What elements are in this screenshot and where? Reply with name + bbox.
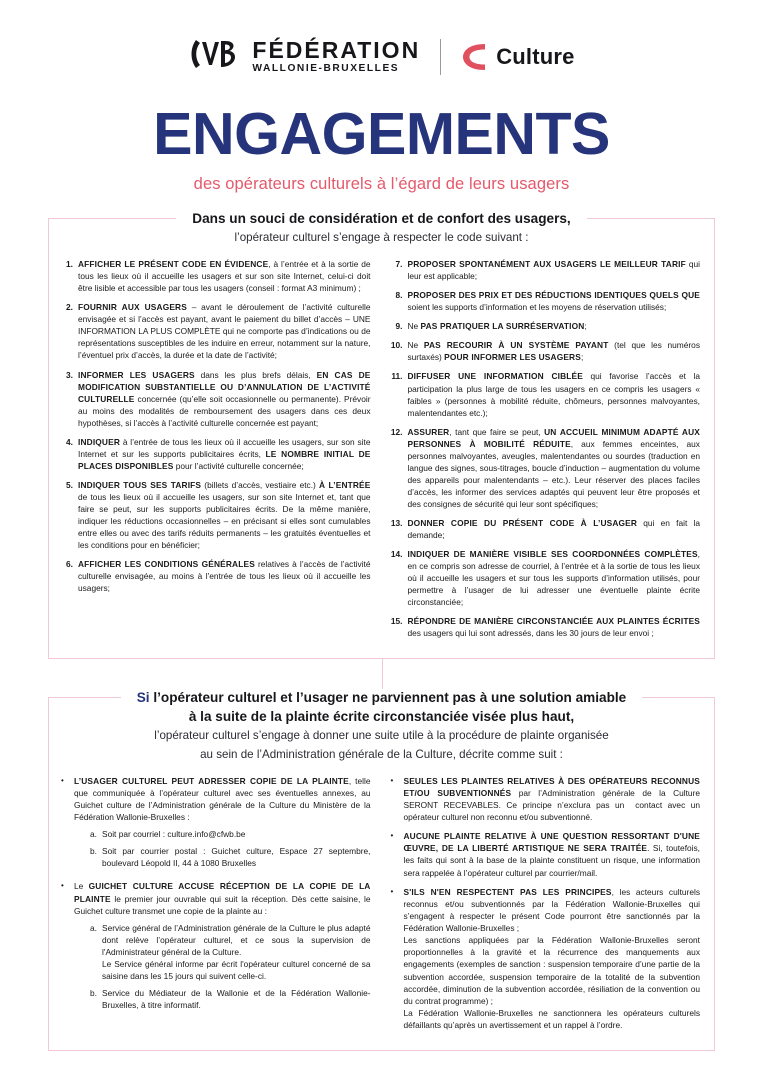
section-procedure bbox=[48, 690, 715, 1051]
engagement-text: Ne PAS PRATIQUER LA SURRÉSERVATION; bbox=[407, 321, 587, 332]
engagement-item bbox=[391, 320, 701, 332]
engagement-item bbox=[61, 436, 371, 472]
brand-header bbox=[0, 0, 763, 79]
engagements-list-right bbox=[391, 258, 701, 639]
engagement-text: INDIQUER à l’entrée de tous les lieux où il accueille les usagers, sur son site Internet et sur les supports publicitaires écrits, LE NOMBRE INITIAL DE PLACES DISPONIBLES pour l’activité culturelle concernée; bbox=[78, 436, 371, 471]
subitem-text: Service du Médiateur de la Wallonie et de la Fédération Wallonie-Bruxelles, à titre informatif. bbox=[102, 987, 371, 1010]
procedure-item bbox=[61, 775, 371, 874]
section-1-frame bbox=[48, 211, 715, 659]
section-1-heading bbox=[49, 210, 714, 247]
subitem-text: Service général de l’Administration générale de la Culture le plus adapté dont relève l’opérateur culturel, et ce sous la supervision de l'Administrateur général de la Culture. Le Service général informe par écrit l'opérateur culturel concerné de sa saisine dans les 15 jours qui suivent celle-ci. bbox=[102, 922, 371, 982]
engagement-item bbox=[391, 426, 701, 510]
procedure-item bbox=[61, 880, 371, 1015]
engagements-list-left bbox=[61, 258, 371, 594]
bullet-icon: • bbox=[61, 881, 64, 891]
engagement-number: 14. bbox=[390, 549, 403, 560]
engagement-text: FOURNIR AUX USAGERS – avant le déroulement de l’activité culturelle envisagée et si l’accès est payant, avant le paiement du billet d’accès – UNE INFORMATION LA PLUS COMPLÈTE qui ne comporte pas d’indications ou de représentations susceptibles de les induire en erreur, notamment sur la nature, l’éventuel prix d’accès, la durée et la date de l’activité; bbox=[78, 302, 371, 361]
procedure-list-right bbox=[391, 775, 701, 1032]
subitem-label: a. bbox=[90, 829, 97, 840]
section-2-heading-line-1 bbox=[137, 689, 627, 707]
procedure-subitem bbox=[90, 922, 371, 982]
section-2-heading-sub-2: au sein de l’Administration générale de la Culture, décrite comme suit : bbox=[200, 747, 563, 761]
procedure-subitem bbox=[90, 987, 371, 1011]
engagement-number: 7. bbox=[395, 259, 403, 270]
engagement-number: 11. bbox=[391, 371, 403, 382]
engagement-item bbox=[61, 301, 371, 361]
culture-lockup bbox=[461, 39, 574, 75]
engagement-item bbox=[61, 369, 371, 429]
section-1-heading-sub: l’opérateur culturel s’engage à respecter le code suivant : bbox=[234, 231, 529, 245]
engagement-number: 2. bbox=[66, 302, 73, 313]
procedure-subitem bbox=[90, 828, 371, 840]
procedure-list-left bbox=[61, 775, 371, 1016]
engagement-text: INDIQUER TOUS SES TARIFS (billets d’accès, vestiaire etc.) À L’ENTRÉE de tous les lieux où il accueille les usagers, sur son site Internet et, tant que faire se peut, sur les supports publicitaires écrits. De la même manière, indiquer les réductions occasionnelles – en précisant si elles sont cumulables entre elles ou avec des tarifs réduits permanents – les gratuités éventuelles et les conditions pour en bénéficier; bbox=[78, 479, 371, 551]
section-2-column-right bbox=[391, 775, 701, 1039]
engagement-number: 5. bbox=[66, 479, 73, 490]
procedure-subitem bbox=[90, 845, 371, 869]
page-title: ENGAGEMENTS bbox=[153, 101, 610, 167]
engagement-item bbox=[391, 339, 701, 363]
procedure-text: Le GUICHET CULTURE ACCUSE RÉCEPTION DE LA COPIE DE LA PLAINTE le premier jour ouvrable qui suit la réception. Dès cette saisine, le Guichet culture transmet une copie de la plainte au : a. Service général de l’Administration générale de la Culture le plus adapté dont relève l’opérateur culturel, et ce sous la supervision de l'Administrateur général de la Culture. Le Service général informe par écrit l'opérateur culturel concerné de sa saisine dans les 15 jours qui suivent celle-ci. b. Service du Médiateur de la Wallonie et de la Fédération Wallonie-Bruxelles, à titre informatif. bbox=[74, 881, 371, 1010]
section-2-heading bbox=[49, 689, 714, 763]
fwb-monogram-icon bbox=[188, 34, 238, 79]
section-2-heading-rest: l’opérateur culturel et l’usager ne parviennent pas à une solution amiable bbox=[149, 690, 627, 706]
section-1-column-right bbox=[391, 258, 701, 646]
section-engagements bbox=[48, 211, 715, 659]
section-1-heading-bold: Dans un souci de considération et de confort des usagers, bbox=[192, 211, 571, 226]
procedure-text: L’USAGER CULTUREL PEUT ADRESSER COPIE DE LA PLAINTE, telle que communiquée à l’opérateur culturel avec ses éventuelles annexes, au Guichet culture de l’Administration générale de la Culture du Ministère de la Fédération Wallonie-Bruxelles : a. Soit par courriel : culture.info@cfwb.be b. Soit par courrier postal : Guichet culture, Espace 27 septembre, boulevard Léopold II, 44 à 1080 Bruxelles bbox=[74, 775, 371, 868]
federation-wordmark bbox=[252, 36, 421, 74]
engagement-number: 12. bbox=[390, 426, 403, 437]
engagement-text: PROPOSER SPONTANÉMENT AUX USAGERS LE MEILLEUR TARIF qui leur est applicable; bbox=[407, 259, 701, 282]
engagement-number: 3. bbox=[66, 369, 73, 380]
section-1-column-left bbox=[61, 258, 371, 646]
section-2-heading-sub-1: l’opérateur culturel s’engage à donner une suite utile à la procédure de plainte organisée bbox=[154, 729, 609, 743]
bullet-icon: • bbox=[61, 775, 64, 785]
engagement-text: INDIQUER DE MANIÈRE VISIBLE SES COORDONNÉES COMPLÈTES, en ce compris son adresse de courriel, à l’entrée et à la sortie de tous les lieux où il accueille les usagers et sur tous les supports d’information utilisés, pour permettre à l’usager de lui adresser une éventuelle plainte écrite circonstanciée; bbox=[407, 549, 700, 608]
engagement-number: 8. bbox=[395, 290, 403, 301]
engagement-item bbox=[391, 517, 701, 541]
subitem-text: Soit par courrier postal : Guichet culture, Espace 27 septembre, boulevard Léopold II, 44 à 1080 Bruxelles bbox=[102, 845, 371, 868]
engagement-item bbox=[391, 370, 701, 418]
section-2-columns bbox=[49, 764, 714, 1051]
c-arc-icon bbox=[461, 39, 487, 75]
engagement-number: 10. bbox=[390, 340, 403, 351]
bullet-icon: • bbox=[390, 775, 394, 785]
page-subtitle: des opérateurs culturels à l’égard de leurs usagers bbox=[193, 175, 570, 193]
section-1-columns bbox=[49, 247, 714, 658]
engagement-text: Ne PAS RECOURIR À UN SYSTÈME PAYANT (tel que les numéros surtaxés) POUR INFORMER LES USAGERS; bbox=[407, 340, 700, 363]
procedure-text: AUCUNE PLAINTE RELATIVE À UNE QUESTION RESSORTANT D'UNE ŒUVRE, DE LA LIBERTÉ ARTISTIQUE NE SERA TRAITÉE. Si, toutefois, les faits qui sont à la base de la plainte constituent un risque, une information sera rappelée à l’opérateur culturel par courrier/mail. bbox=[403, 831, 700, 878]
procedure-sublist bbox=[74, 922, 371, 1011]
section-2-column-left bbox=[61, 775, 371, 1039]
section-2-heading-lead: Si bbox=[136, 690, 150, 706]
subitem-label: b. bbox=[90, 845, 97, 856]
engagement-number: 9. bbox=[395, 321, 403, 332]
section-2-frame bbox=[48, 690, 715, 1051]
procedure-item bbox=[391, 830, 701, 879]
engagement-number: 1. bbox=[66, 259, 73, 270]
federation-line-2: WALLONIE-BRUXELLES bbox=[252, 62, 400, 74]
engagement-text: ASSURER, tant que faire se peut, UN ACCUEIL MINIMUM ADAPTÉ AUX PERSONNES À MOBILITÉ RÉDUITE, aux femmes enceintes, aux personnes malvoyantes, aveugles, malentendantes ou sourdes (traduction en langue des signes, sous-titrages, boucle d’induction – augmentation du volume des appareils pour malentendants – etc.). Leur réserver des places faciles d’accès, les informer des services adaptés qui peuvent leur être proposés et des consignes de sécurité qui leur sont spécifiques; bbox=[407, 426, 700, 509]
engagement-item bbox=[391, 615, 701, 639]
engagement-number: 4. bbox=[66, 436, 73, 447]
engagement-text: DONNER COPIE DU PRÉSENT CODE À L’USAGER qui en fait la demande; bbox=[407, 517, 700, 541]
procedure-text: SEULES LES PLAINTES RELATIVES À DES OPÉRATEURS RECONNUS ET/OU SUBVENTIONNÉS par l’Administration générale de la Culture SERONT RECEVABLES. Ce principe n’exclura pas un contact avec un opérateur culturel non reconnu et/ou subventionné. bbox=[403, 775, 700, 823]
engagement-text: RÉPONDRE DE MANIÈRE CIRCONSTANCIÉE AUX PLAINTES ÉCRITES des usagers qui lui sont adressés, dans les 30 jours de leur envoi ; bbox=[407, 616, 700, 639]
engagement-number: 13. bbox=[390, 517, 403, 528]
bullet-icon: • bbox=[390, 886, 394, 896]
logo-divider bbox=[440, 39, 441, 75]
subitem-label: b. bbox=[90, 987, 97, 998]
procedure-text: S'ILS N'EN RESPECTENT PAS LES PRINCIPES, les acteurs culturels reconnus et/ou subventionnés par la Fédération Wallonie-Bruxelles qui s’engagent à respecter le présent Code pourront être sanctionnés par la Fédération Wallonie-Bruxelles ; Les sanctions appliquées par la Fédération Wallonie-Bruxelles seront proportionnelles à la gravité et la récurrence des manquements aux engagements (exemples de sanction : suspension temporaire d’une partie de la subvention accordée, suspension temporaire de la totalité de la subvention accordée, diminution de la subvention accordée, résiliation de la convention ou du contrat programme) ; La Fédération Wallonie-Bruxelles ne sanctionnera les opérateurs culturels défaillants qu’après un avertissement et un rappel à l’ordre. bbox=[403, 886, 700, 1031]
engagement-text: DIFFUSER UNE INFORMATION CIBLÉE qui favorise l’accès et la participation la plus large de tous les usagers en ce compris les usagers « faibles » (personnes à mobilité réduite, chômeurs, personnes malvoyantes, malentendantes etc.); bbox=[407, 371, 700, 418]
engagement-item bbox=[391, 258, 701, 282]
procedure-item bbox=[391, 775, 701, 824]
engagement-item bbox=[391, 289, 701, 313]
procedure-sublist bbox=[74, 828, 371, 869]
engagement-text: INFORMER LES USAGERS dans les plus brefs délais, EN CAS DE MODIFICATION SUBSTANTIELLE OU D’ANNULATION DE L’ACTIVITÉ CULTURELLE concernée (qu’elle soit occasionnelle ou permanente). Prévoir au moins des modalités de remboursement des usagers dans ces deux hypothèses, si l’accès à l’activité culturelle concernée est payant; bbox=[78, 369, 371, 428]
subitem-text: Soit par courriel : culture.info@cfwb.be bbox=[102, 829, 246, 840]
federation-line-1: FÉDÉRATION bbox=[252, 36, 421, 63]
engagement-text: AFFICHER LE PRÉSENT CODE EN ÉVIDENCE, à l’entrée et à la sortie de tous les lieux où il accueille les usagers et sur son site Internet, celui-ci doit être lisible et accessible par tous les usagers (conseil : format A3 minimum) ; bbox=[78, 259, 371, 294]
engagement-item bbox=[391, 548, 701, 608]
section-2-heading-line-2: à la suite de la plainte écrite circonstanciée visée plus haut, bbox=[188, 708, 575, 724]
procedure-item bbox=[391, 886, 701, 1032]
culture-label: Culture bbox=[496, 43, 575, 69]
engagement-text: PROPOSER DES PRIX ET DES RÉDUCTIONS IDENTIQUES QUELS QUE soient les supports d’information et les moyens de réservation utilisés; bbox=[407, 290, 700, 313]
subitem-label: a. bbox=[90, 922, 97, 933]
title-block bbox=[0, 101, 763, 194]
engagement-item bbox=[61, 479, 371, 551]
engagement-item bbox=[61, 558, 371, 594]
bullet-icon: • bbox=[390, 831, 394, 841]
engagement-item bbox=[61, 258, 371, 294]
engagement-number: 15. bbox=[390, 616, 403, 627]
engagement-text: AFFICHER LES CONDITIONS GÉNÉRALES relatives à l’accès de l’activité culturelle envisagée, au moins à l'entrée de tous les lieux où il accueille les usagers; bbox=[78, 559, 371, 594]
engagement-number: 6. bbox=[66, 559, 73, 570]
